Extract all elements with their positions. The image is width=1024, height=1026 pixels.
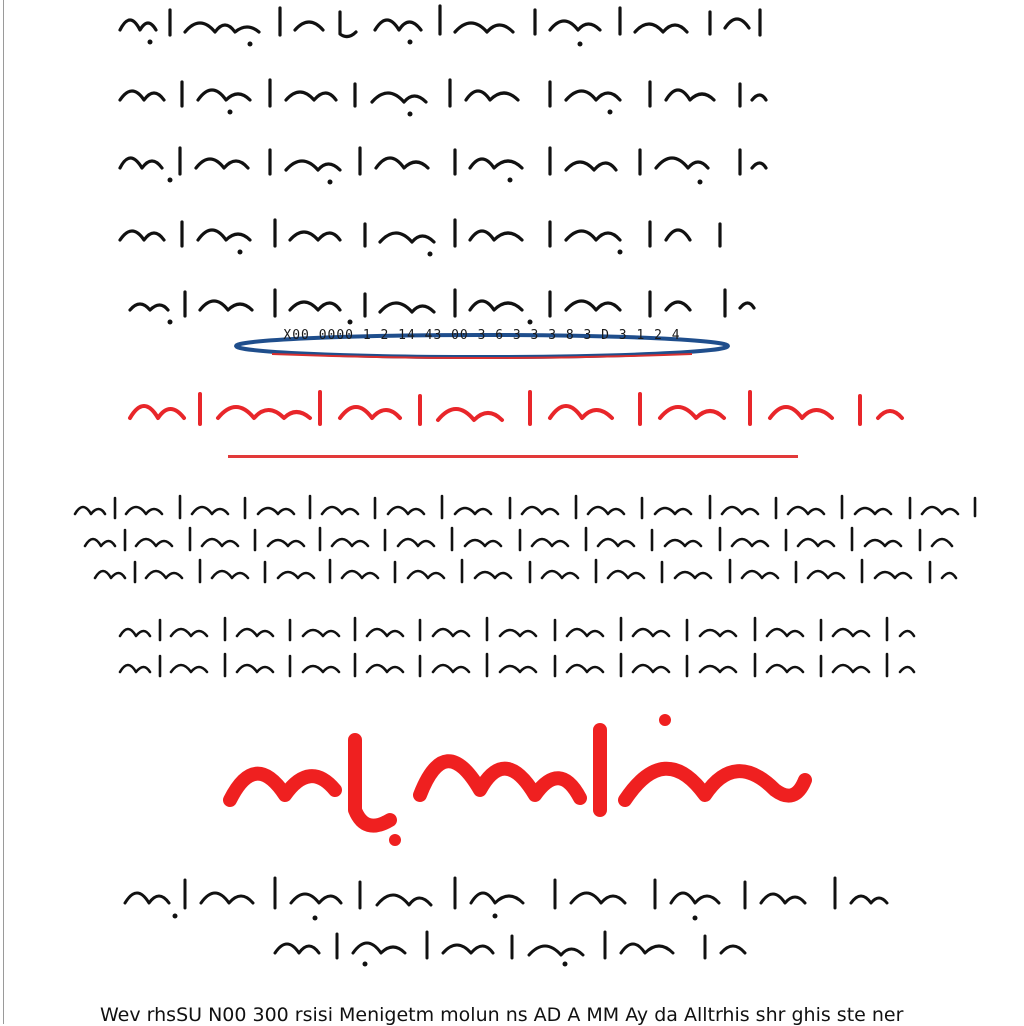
red-heading-block — [120, 378, 920, 438]
red-large-script-block — [215, 700, 815, 850]
red-large-script — [215, 700, 815, 850]
red-divider-rule — [228, 455, 798, 458]
bottom-verse-script — [115, 858, 905, 968]
body-paragraph-2 — [115, 608, 925, 688]
bottom-verse-block — [115, 858, 905, 968]
page-edge-line — [3, 0, 4, 1024]
body-paragraph-1 — [70, 488, 990, 588]
footer-text: Wev rhsSU N00 300 rsisi Menigetm molun ns AD A MM Ay da Alltrhis shr ghis ste ner — [100, 1004, 904, 1026]
serial-number-text: X00 0000 1 2 14 43 00 3 6 3 3 3 8 3 D 3 1 2 4 — [283, 328, 681, 343]
top-verse-block — [110, 0, 770, 325]
body-paragraph-2-script — [115, 608, 925, 688]
top-verse-script — [110, 0, 770, 325]
serial-number-badge — [232, 326, 732, 360]
body-paragraph-1-script — [70, 488, 990, 588]
red-heading-script — [120, 378, 920, 438]
